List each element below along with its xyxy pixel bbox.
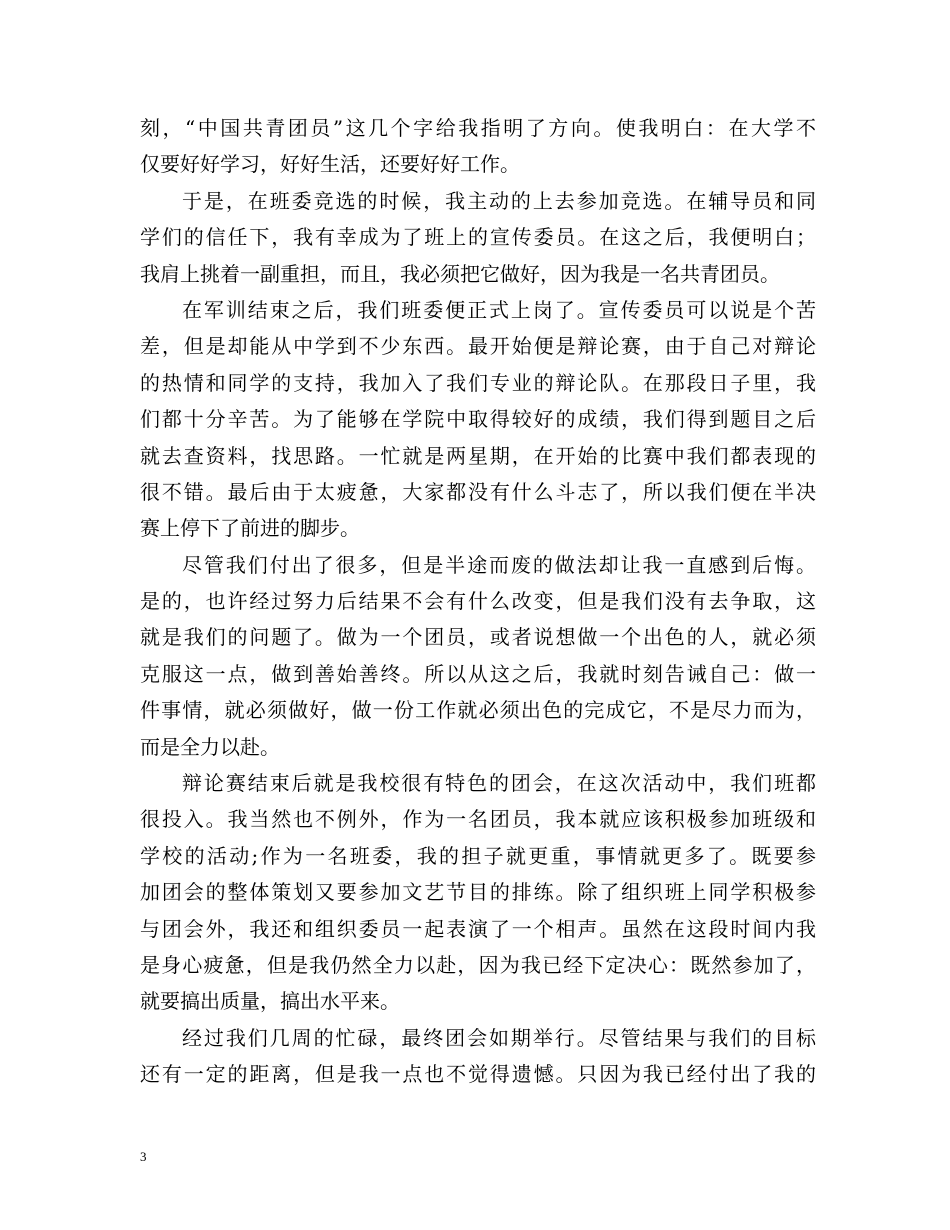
text-line: 差，但是却能从中学到不少东西。最开始便是辩论赛，由于自己对辩论 [140, 334, 816, 359]
text-line: 很不错。最后由于太疲惫，大家都没有什么斗志了，所以我们便在半决 [140, 479, 816, 504]
text-line: 刻，“中国共青团员”这几个字给我指明了方向。使我明白：在大学不 [140, 116, 816, 140]
text-line: 在军训结束之后，我们班委便正式上岗了。宣传委员可以说是个苦 [182, 297, 816, 322]
text-line: 而是全力以赴。 [140, 734, 280, 759]
text-line: 学们的信任下，我有幸成为了班上的宣传委员。在这之后，我便明白； [140, 225, 816, 250]
text-line: 件事情，就必须做好，做一份工作就必须出色的完成它，不是尽力而为， [140, 698, 816, 723]
text-line: 于是，在班委竞选的时候，我主动的上去参加竞选。在辅导员和同 [182, 188, 816, 213]
text-line: 是的，也许经过努力后结果不会有什么改变，但是我们没有去争取，这 [140, 589, 816, 614]
text-line: 尽管我们付出了很多，但是半途而废的做法却让我一直感到后悔。 [182, 552, 816, 577]
text-line: 赛上停下了前进的脚步。 [140, 516, 360, 541]
text-line: 们都十分辛苦。为了能够在学院中取得较好的成绩，我们得到题目之后 [140, 407, 816, 432]
text-line: 仅要好好学习，好好生活，还要好好工作。 [140, 152, 520, 177]
text-line: 克服这一点，做到善始善终。所以从这之后，我就时刻告诫自己：做一 [140, 661, 816, 686]
text-line: 加团会的整体策划又要参加文艺节目的排练。除了组织班上同学积极参 [140, 880, 816, 905]
text-line: 与团会外，我还和组织委员一起表演了一个相声。虽然在这段时间内我 [140, 916, 816, 941]
text-line: 经过我们几周的忙碌，最终团会如期举行。尽管结果与我们的目标 [182, 1025, 816, 1050]
text-line: 就去查资料，找思路。一忙就是两星期，在开始的比赛中我们都表现的 [140, 443, 816, 468]
body-text [140, 110, 816, 1093]
text-line: 我肩上挑着一副重担，而且，我必须把它做好，因为我是一名共青团员。 [140, 261, 780, 286]
text-line: 就要搞出质量，搞出水平来。 [140, 989, 400, 1014]
text-line: 是身心疲惫，但是我仍然全力以赴，因为我已经下定决心：既然参加了， [140, 952, 816, 977]
page-number: 3 [140, 1149, 147, 1164]
text-line: 很投入。我当然也不例外，作为一名团员，我本就应该积极参加班级和 [140, 807, 816, 832]
text-line: 学校的活动;作为一名班委，我的担子就更重，事情就更多了。既要参 [140, 843, 816, 868]
text-line: 的热情和同学的支持，我加入了我们专业的辩论队。在那段日子里，我 [140, 370, 816, 395]
text-line: 还有一定的距离，但是我一点也不觉得遗憾。只因为我已经付出了我的 [140, 1062, 816, 1087]
text-line: 就是我们的问题了。做为一个团员，或者说想做一个出色的人，就必须 [140, 625, 816, 650]
text-line: 辩论赛结束后就是我校很有特色的团会，在这次活动中，我们班都 [182, 771, 816, 796]
